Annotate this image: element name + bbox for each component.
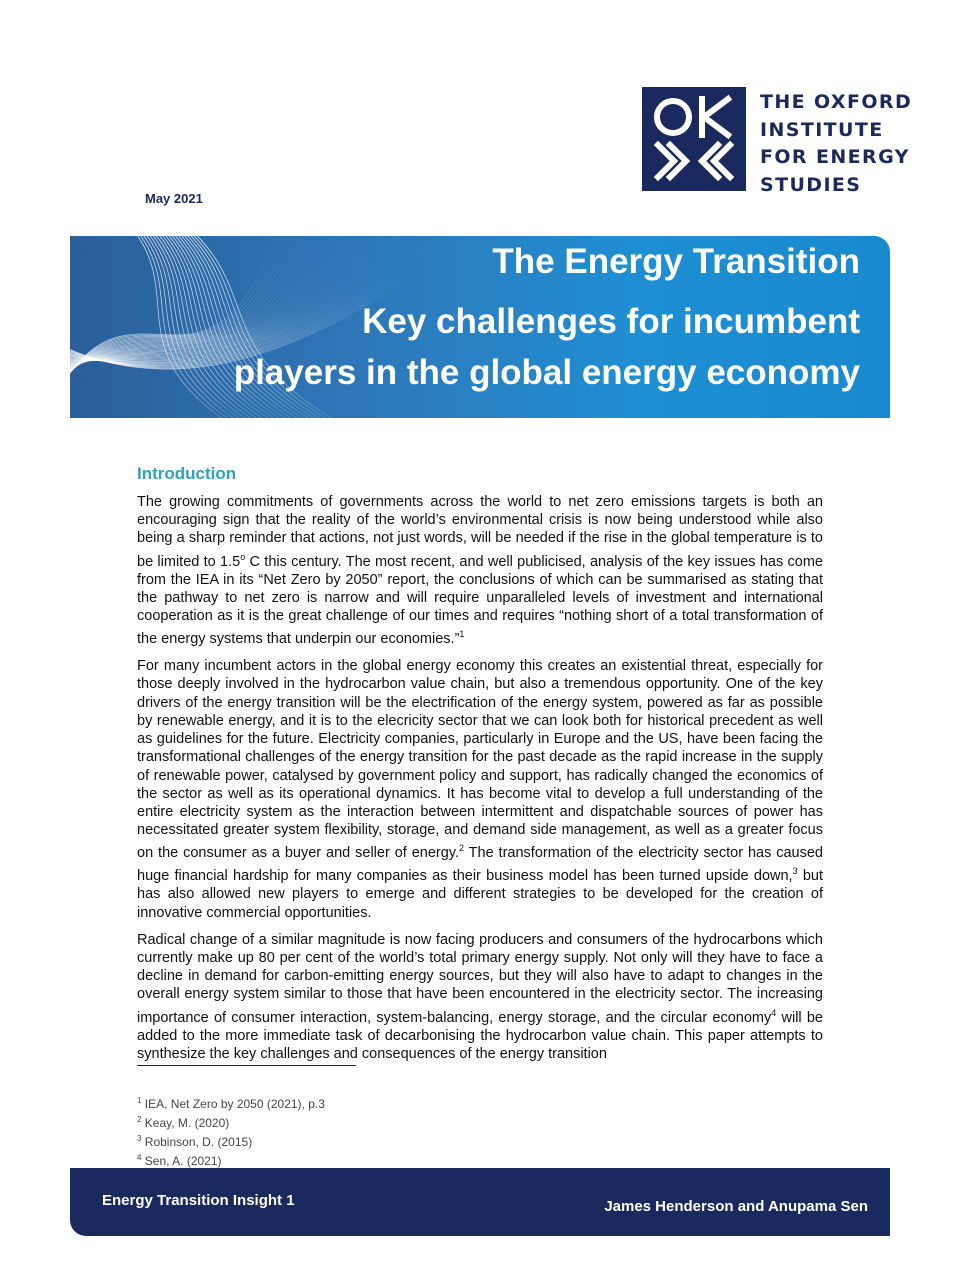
page-footer bbox=[70, 1168, 890, 1236]
oies-logo-wordmark bbox=[760, 89, 930, 199]
logo-line: STUDIES bbox=[760, 173, 862, 196]
document-subtitle bbox=[234, 296, 860, 398]
footnote bbox=[137, 1150, 325, 1169]
logo-line: FOR ENERGY bbox=[760, 146, 910, 168]
paragraph bbox=[137, 657, 823, 922]
footnote-ref[interactable]: 4 bbox=[771, 1007, 777, 1018]
footnote-text: Sen, A. (2021) bbox=[144, 1154, 222, 1168]
footnote-number: 4 bbox=[137, 1153, 142, 1162]
footnote-text: IEA, Net Zero by 2050 (2021), p.3 bbox=[144, 1097, 325, 1111]
section-heading: Introduction bbox=[137, 464, 237, 483]
degree-superscript: o bbox=[240, 551, 246, 562]
logo-line: INSTITUTE bbox=[760, 118, 884, 141]
paragraph-text: The transformation of the electricity sector has caused huge financial hardship for many companies as their business model has been turned upside down, bbox=[137, 845, 823, 885]
footnote-number: 2 bbox=[137, 1115, 142, 1124]
paragraph bbox=[137, 931, 823, 1063]
title-banner bbox=[70, 236, 890, 418]
series-label: Energy Transition Insight 1 bbox=[102, 1192, 295, 1209]
logo-line: THE OXFORD bbox=[760, 91, 913, 113]
footnote-text: Keay, M. (2020) bbox=[144, 1116, 230, 1130]
oies-monogram-logo bbox=[642, 87, 746, 191]
paragraph-text: The growing commitments of governments across the world to net zero emissions targets is both an encouraging sign that the reality of the world’s environmental crisis is now being understood while also being a sharp reminder that actions, not just words, will be needed if the rise in the global temperature is to be limited to 1.5 bbox=[137, 494, 823, 570]
footnote-number: 1 bbox=[137, 1096, 142, 1105]
introduction-section bbox=[137, 464, 823, 1072]
footnote-ref[interactable]: 3 bbox=[792, 866, 798, 877]
footnote bbox=[137, 1093, 325, 1112]
footnote bbox=[137, 1131, 325, 1150]
paragraph bbox=[137, 493, 823, 648]
paragraph-text: C this century. The most recent, and well publicised, analysis of the key issues has come from the IEA in its “Net Zero by 2050” report, the conclusions of which can be summarised as stating that the pathway to net zero is narrow and will require unparalleled levels of investment and international cooperation as it is the great challenge of our times and requires “nothing short of a total transformation of the energy systems that underpin our economies.” bbox=[137, 553, 823, 648]
subtitle-line: players in the global energy economy bbox=[233, 353, 860, 392]
paragraph-text: will be added to the more immediate task of decarbonising the hydrocarbon value chain. This paper attempts to synthesize the key challenges and consequences of the energy transition bbox=[137, 1009, 823, 1062]
paragraph-text: For many incumbent actors in the global energy economy this creates an existential threat, especially for those deeply involved in the hydrocarbon value chain, but also a tremendous opportunity. One of the key drivers of the energy transition will be the electrification of the energy system, powered as far as possible by renewable energy, and it is to the elecricity sector that we can look both for historical precedent as well as guidelines for the future. Electricity companies, particularly in Europe and the US, have been facing the transformational challenges of the energy transition for the past decade as the rapid increase in the supply of renewable power, catalysed by government policy and support, has radically changed the economics of the sector as well as its operational dynamics. It has become vital to develop a full understanding of the entire electricity system as the interaction between intermittent and dispatchable sources of power has necessitated greater system flexibility, storage, and demand side management, as well as a greater focus on the consumer as a buyer and seller of energy. bbox=[137, 658, 823, 862]
footnotes bbox=[137, 1093, 325, 1169]
authors: James Henderson and Anupama Sen bbox=[604, 1198, 868, 1215]
footnote-ref[interactable]: 1 bbox=[459, 629, 465, 640]
paragraph-text: Radical change of a similar magnitude is now facing producers and consumers of the hydrocarbons which currently make up 80 per cent of the world’s total primary energy supply. Not only will they have to face a decline in demand for carbon-emitting energy sources, but they will also have to adapt to changes in the overall energy system similar to those that have been encountered in the electricity sector. The increasing importance of consumer interaction, system-balancing, energy storage, and the circular economy bbox=[137, 931, 823, 1026]
publication-date: May 2021 bbox=[145, 191, 203, 206]
footnote-ref[interactable]: 2 bbox=[459, 843, 465, 854]
footnote-divider bbox=[137, 1065, 356, 1066]
paragraph-text: but has also allowed new players to emerge and different strategies to be developed for the creation of innovative commercial opportunities. bbox=[137, 868, 824, 921]
footnote-number: 3 bbox=[137, 1134, 142, 1143]
subtitle-line: Key challenges for incumbent bbox=[362, 302, 860, 341]
footnote-text: Robinson, D. (2015) bbox=[144, 1135, 253, 1149]
document-title: The Energy Transition bbox=[492, 242, 860, 281]
footnote bbox=[137, 1112, 325, 1131]
oies-logo-mark bbox=[642, 87, 746, 191]
